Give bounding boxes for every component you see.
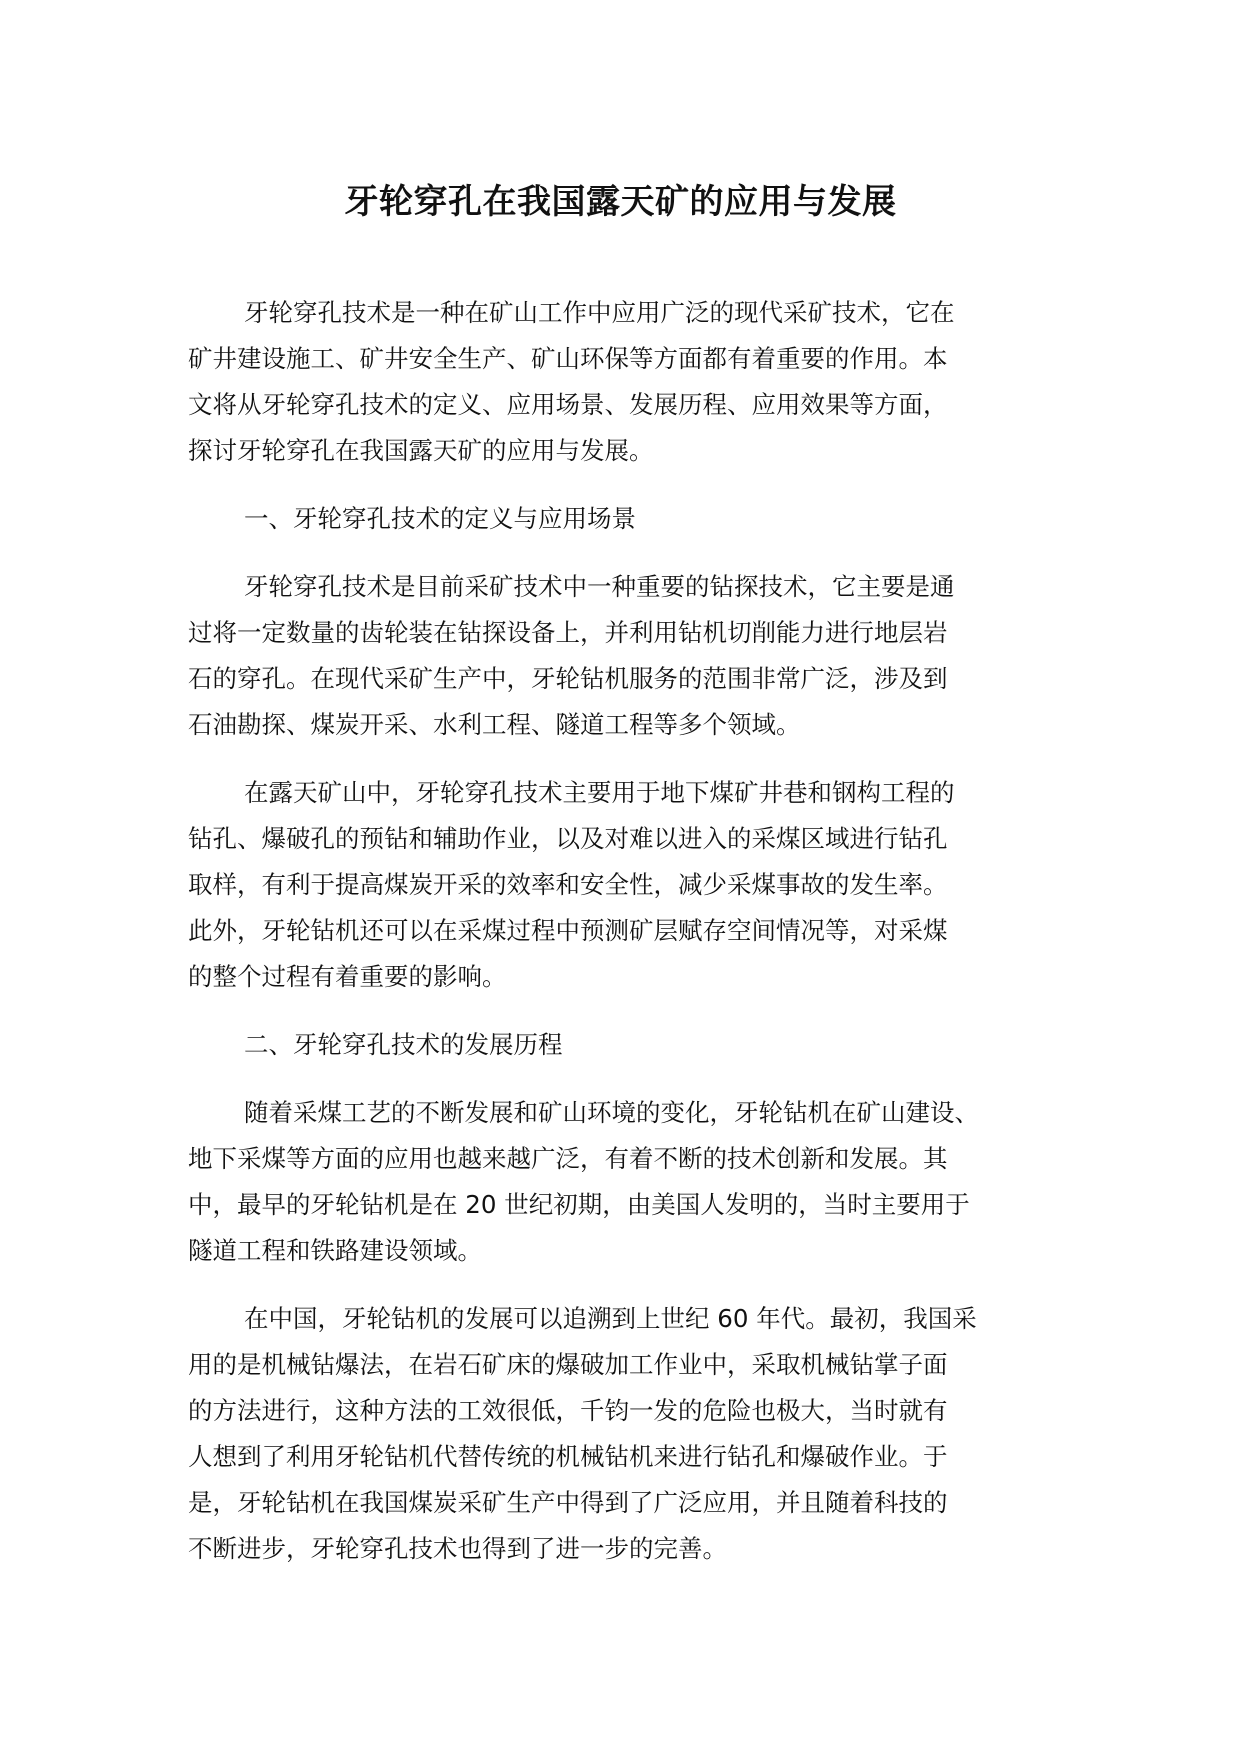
- section-heading-2: [188, 1022, 1068, 1068]
- section-heading-text: 二、牙轮穿孔技术的发展历程: [244, 1030, 563, 1059]
- paragraph-history: [188, 1090, 1068, 1274]
- document-title: 牙轮穿孔在我国露天矿的应用与发展: [344, 182, 897, 222]
- section-heading-text: 一、牙轮穿孔技术的定义与应用场景: [244, 504, 636, 533]
- section-heading-1: [188, 496, 1068, 542]
- text-line: 石的穿孔。在现代采矿生产中，牙轮钻机服务的范围非常广泛，涉及到: [188, 664, 948, 693]
- text-line: 牙轮穿孔技术是目前采矿技术中一种重要的钻探技术，它主要是通: [244, 572, 955, 601]
- text-line: 牙轮穿孔技术是一种在矿山工作中应用广泛的现代采矿技术，它在: [244, 298, 955, 327]
- paragraph-definition: [188, 564, 1068, 748]
- text-line: 随着采煤工艺的不断发展和矿山环境的变化，牙轮钻机在矿山建设、: [244, 1098, 979, 1127]
- text-line: 在露天矿山中，牙轮穿孔技术主要用于地下煤矿井巷和钢构工程的: [244, 778, 955, 807]
- paragraph-intro: [188, 290, 1068, 474]
- paragraph-china: [188, 1296, 1068, 1572]
- text-line: 钻孔、爆破孔的预钻和辅助作业，以及对难以进入的采煤区域进行钻孔: [188, 824, 948, 853]
- text-line: 取样，有利于提高煤炭开采的效率和安全性，减少采煤事故的发生率。: [188, 870, 948, 899]
- text-line: 探讨牙轮穿孔在我国露天矿的应用与发展。: [188, 436, 654, 465]
- text-line: 用的是机械钻爆法，在岩石矿床的爆破加工作业中，采取机械钻掌子面: [188, 1350, 948, 1379]
- text-line: 中，最早的牙轮钻机是在 20 世纪初期，由美国人发明的，当时主要用于: [188, 1190, 970, 1219]
- text-line: 过将一定数量的齿轮装在钻探设备上，并利用钻机切削能力进行地层岩: [188, 618, 948, 647]
- paragraph-open-pit: [188, 770, 1068, 1000]
- text-line: 的整个过程有着重要的影响。: [188, 962, 507, 991]
- document-body: [188, 290, 1068, 1594]
- text-line: 此外，牙轮钻机还可以在采煤过程中预测矿层赋存空间情况等，对采煤: [188, 916, 948, 945]
- text-line: 是，牙轮钻机在我国煤炭采矿生产中得到了广泛应用，并且随着科技的: [188, 1488, 948, 1517]
- text-line: 文将从牙轮穿孔技术的定义、应用场景、发展历程、应用效果等方面，: [188, 390, 948, 419]
- text-line: 不断进步，牙轮穿孔技术也得到了进一步的完善。: [188, 1534, 727, 1563]
- text-line: 在中国，牙轮钻机的发展可以追溯到上世纪 60 年代。最初，我国采: [244, 1304, 977, 1333]
- text-line: 地下采煤等方面的应用也越来越广泛，有着不断的技术创新和发展。其: [188, 1144, 948, 1173]
- text-line: 人想到了利用牙轮钻机代替传统的机械钻机来进行钻孔和爆破作业。于: [188, 1442, 948, 1471]
- text-line: 石油勘探、煤炭开采、水利工程、隧道工程等多个领域。: [188, 710, 801, 739]
- text-line: 矿井建设施工、矿井安全生产、矿山环保等方面都有着重要的作用。本: [188, 344, 948, 373]
- text-line: 的方法进行，这种方法的工效很低，千钧一发的危险也极大，当时就有: [188, 1396, 948, 1425]
- text-line: 隧道工程和铁路建设领域。: [188, 1236, 482, 1265]
